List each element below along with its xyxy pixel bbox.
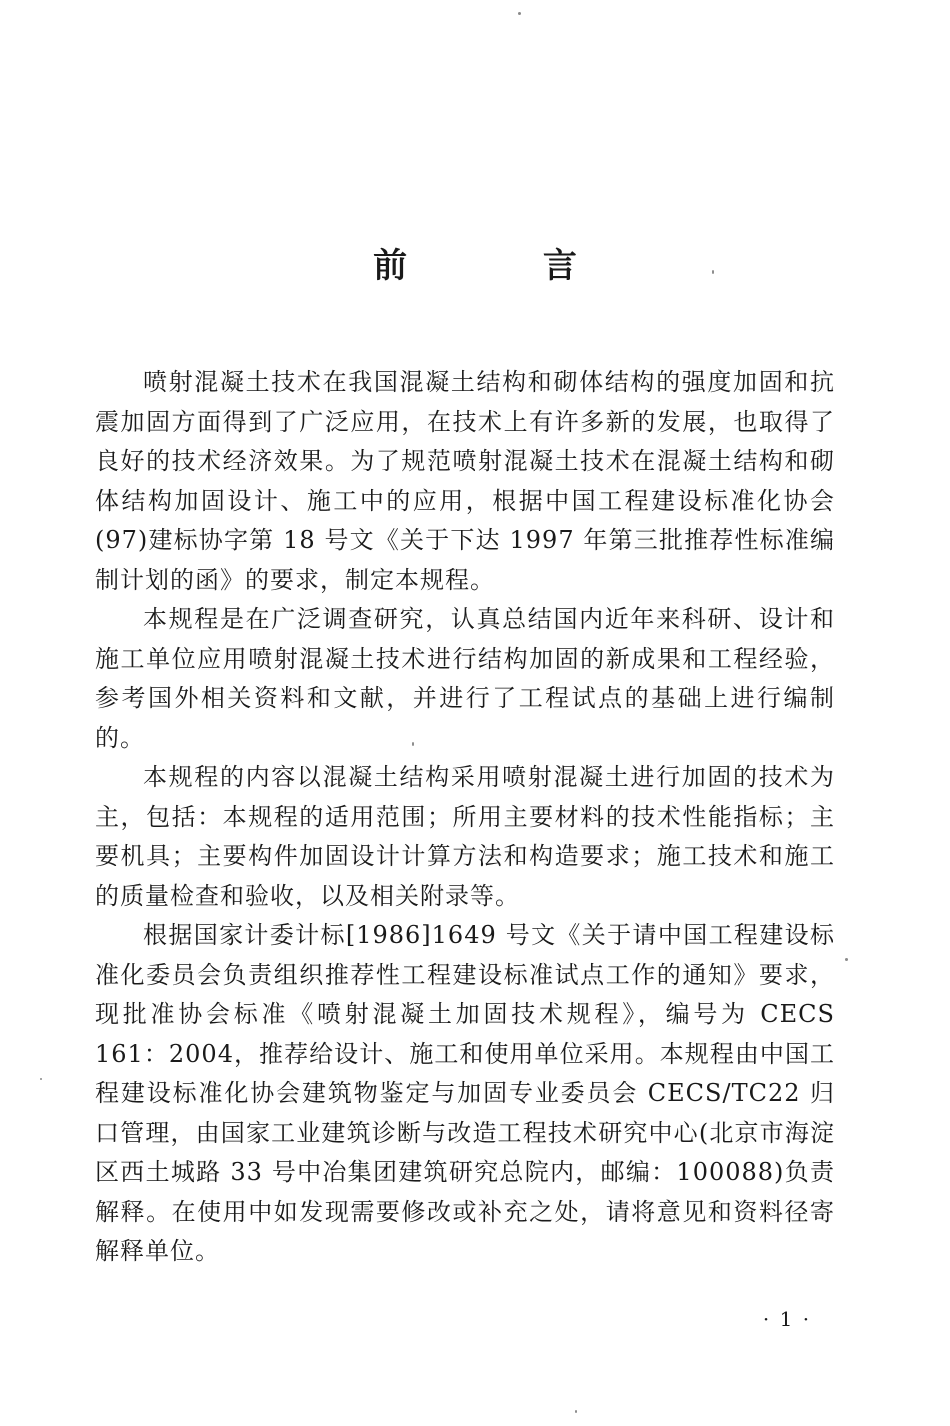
page-title: 前 言 bbox=[373, 246, 639, 286]
paragraph-approval: 根据国家计委计标[1986]1649 号文《关于请中国工程建设标准化委员会负责组织推荐性工程建设标准试点工作的通知》要求，现批准协会标准《喷射混凝土加固技术规程》，编号为 CECS 161：2004，推荐给设计、施工和使用单位采用。本规程由中国工程建设标准化协会建筑物鉴定与加固专业委员会 CECS/TC22 归口管理，由国家工业建筑诊断与改造工程技术研究中心(北京市海淀区西土城路 33 号中冶集团建筑研究总院内，邮编：100088)负责解释。在使用中如发现需要修改或补充之处，请将意见和资料径寄解释单位。 bbox=[95, 921, 835, 1265]
paragraph-background: 喷射混凝土技术在我国混凝土结构和砌体结构的强度加固和抗震加固方面得到了广泛应用，在技术上有许多新的发展，也取得了良好的技术经济效果。为了规范喷射混凝土技术在混凝土结构和砌体结构加固设计、施工中的应用，根据中国工程建设标准化协会(97)建标协字第 18 号文《关于下达 1997 年第三批推荐性标准编制计划的函》的要求，制定本规程。 bbox=[95, 368, 835, 594]
scan-speck bbox=[40, 1078, 42, 1080]
scan-speck bbox=[845, 958, 848, 961]
paragraph-basis: 本规程是在广泛调查研究，认真总结国内近年来科研、设计和施工单位应用喷射混凝土技术进行结构加固的新成果和工程经验，参考国外相关资料和文献，并进行了工程试点的基础上进行编制的。 bbox=[95, 605, 835, 752]
body-text bbox=[95, 363, 835, 1272]
scan-speck bbox=[412, 742, 414, 746]
page-number: · 1 · bbox=[762, 1307, 812, 1331]
scan-speck bbox=[518, 12, 521, 15]
scan-speck bbox=[712, 270, 714, 274]
scan-speck bbox=[575, 1410, 577, 1413]
paragraph-contents: 本规程的内容以混凝土结构采用喷射混凝土进行加固的技术为主，包括：本规程的适用范围；所用主要材料的技术性能指标；主要机具；主要构件加固设计计算方法和构造要求；施工技术和施工的质量检查和验收，以及相关附录等。 bbox=[95, 763, 835, 910]
